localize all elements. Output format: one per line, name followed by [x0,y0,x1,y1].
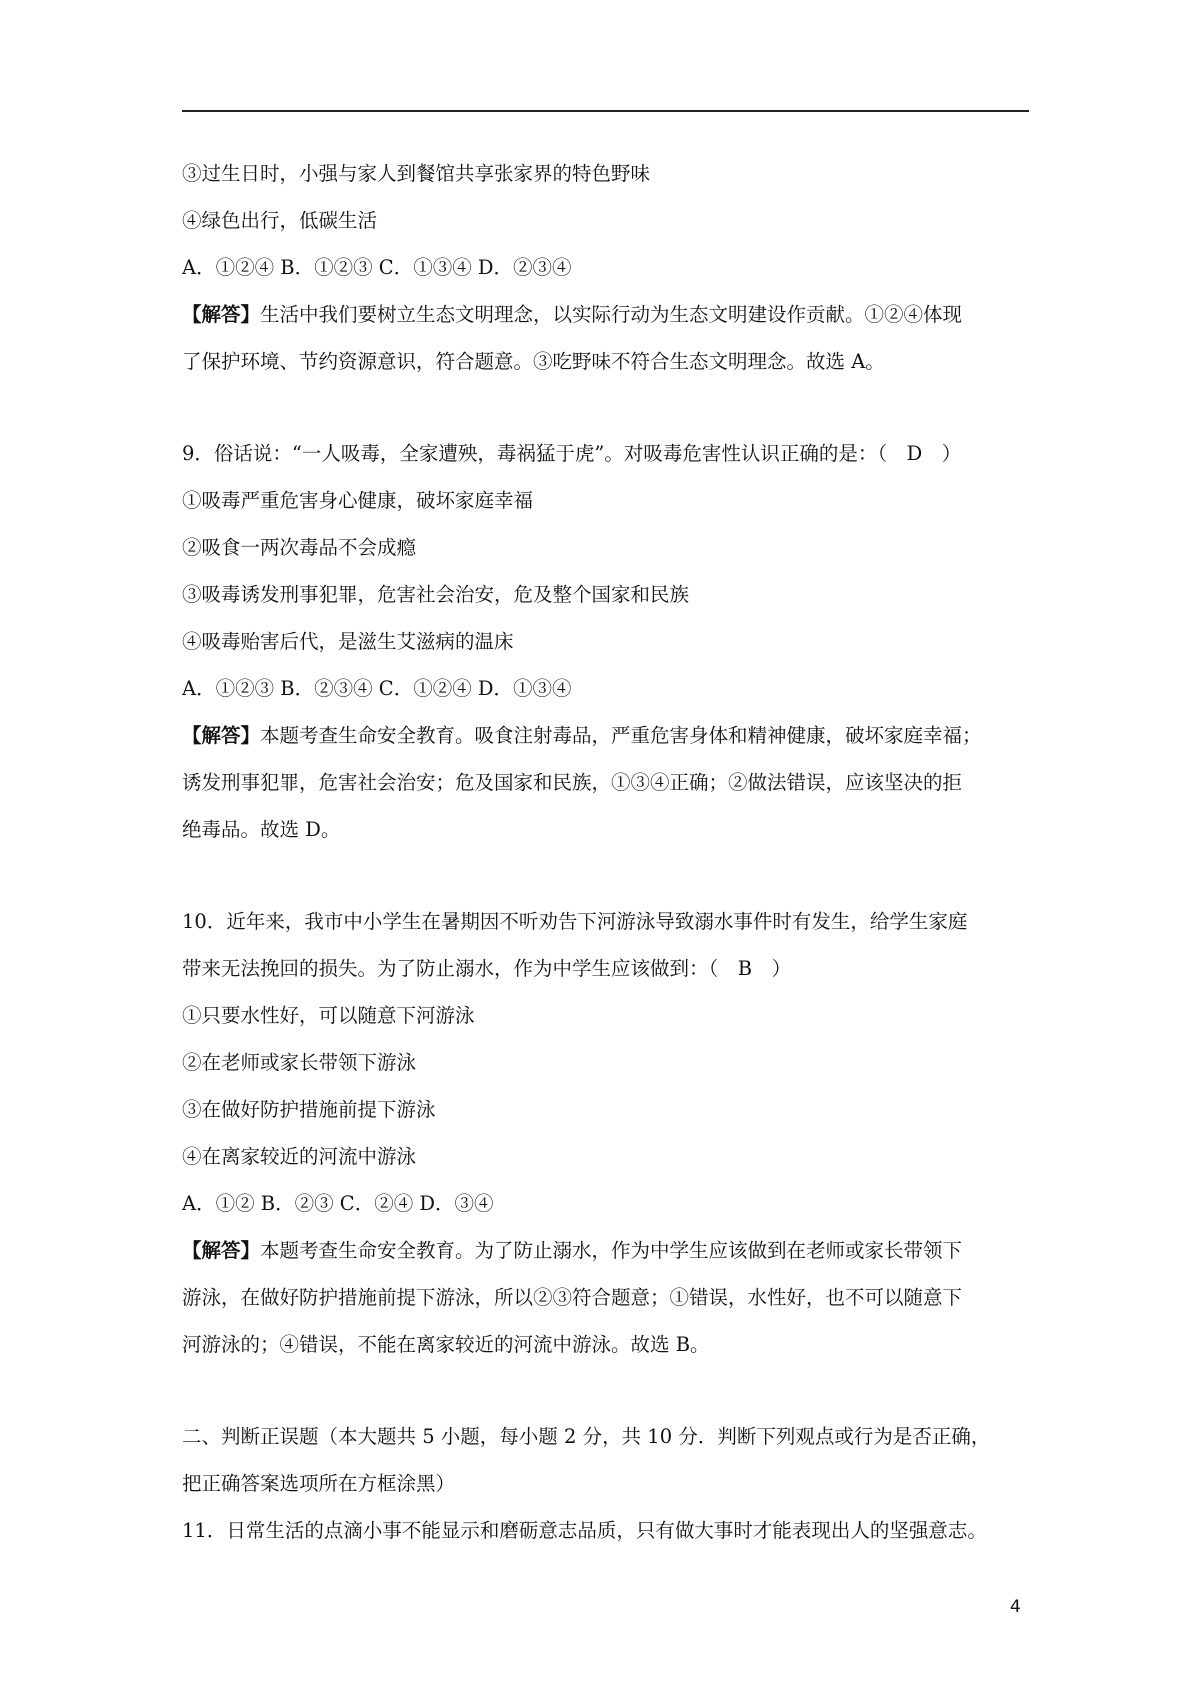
page-content [182,150,1029,1554]
q10-option-1: ①只要水性好，可以随意下河游泳 [182,1004,475,1027]
q9-option-2: ②吸食一两次毒品不会成瘾 [182,536,417,559]
q10-answer-line-2: 游泳，在做好防护措施前提下游泳，所以②③符合题意；①错误，水性好，也不可以随意下 [182,1286,963,1309]
question-10 [182,898,1029,1368]
q9-option-1: ①吸毒严重危害身心健康，破坏家庭幸福 [182,489,534,512]
q10-choices: A．①② B．②③ C．②④ D．③④ [182,1192,494,1215]
q9-answer-line-1 [182,712,1029,759]
q10-option-2: ②在老师或家长带领下游泳 [182,1051,417,1074]
q9-option-4: ④吸毒贻害后代，是滋生艾滋病的温床 [182,630,514,653]
q11-stem: 11．日常生活的点滴小事不能显示和磨砺意志品质，只有做大事时才能表现出人的坚强意志。 [182,1519,987,1542]
section-2-heading-line-2: 把正确答案选项所在方框涂黑） [182,1472,456,1495]
section-2 [182,1413,1029,1507]
q8-answer-tag: 【解答】 [182,303,261,326]
q10-option-3: ③在做好防护措施前提下游泳 [182,1098,436,1121]
question-9 [182,430,1029,853]
q8-option-3: ③过生日时，小强与家人到餐馆共享张家界的特色野味 [182,162,651,185]
q10-stem-line-2: 带来无法挽回的损失。为了防止溺水，作为中学生应该做到：（ B ） [182,957,792,980]
q8-option-4: ④绿色出行，低碳生活 [182,209,378,232]
q9-answer-tag: 【解答】 [182,724,261,747]
q10-stem-line-1: 10．近年来，我市中小学生在暑期因不听劝告下河游泳导致溺水事件时有发生，给学生家庭 [182,910,968,933]
q10-answer-tag: 【解答】 [182,1239,261,1262]
q10-answer-line-1 [182,1227,1029,1274]
q10-answer-line-3: 河游泳的；④错误，不能在离家较近的河流中游泳。故选 B。 [182,1333,710,1356]
q8-answer-line-1 [182,291,1029,338]
section-2-heading-line-1: 二、判断正误题（本大题共 5 小题，每小题 2 分，共 10 分．判断下列观点或行为是否正确， [182,1425,991,1448]
q9-answer-text-1: 本题考查生命安全教育。吸食注射毒品，严重危害身体和精神健康，破坏家庭幸福； [260,724,982,747]
q10-answer-text-1: 本题考查生命安全教育。为了防止溺水，作为中学生应该做到在老师或家长带领下 [260,1239,963,1262]
q8-choices: A．①②④ B．①②③ C．①③④ D．②③④ [182,256,572,279]
q10-option-4: ④在离家较近的河流中游泳 [182,1145,417,1168]
question-11 [182,1507,1029,1554]
question-8-continued [182,150,1029,385]
q8-answer-text-1: 生活中我们要树立生态文明理念，以实际行动为生态文明建设作贡献。①②④体现 [260,303,963,326]
header-rule [182,110,1029,112]
q9-answer-line-3: 绝毒品。故选 D。 [182,818,341,841]
q9-option-3: ③吸毒诱发刑事犯罪，危害社会治安，危及整个国家和民族 [182,583,690,606]
q9-stem: 9．俗话说：“一人吸毒，全家遭殃，毒祸猛于虎”。对吸毒危害性认识正确的是：（ D ） [182,442,962,465]
page-number: 4 [1010,1597,1021,1617]
q9-answer-line-2: 诱发刑事犯罪，危害社会治安；危及国家和民族，①③④正确；②做法错误，应该坚决的拒 [182,771,963,794]
q8-answer-line-2: 了保护环境、节约资源意识，符合题意。③吃野味不符合生态文明理念。故选 A。 [182,350,885,373]
q9-choices: A．①②③ B．②③④ C．①②④ D．①③④ [182,677,572,700]
